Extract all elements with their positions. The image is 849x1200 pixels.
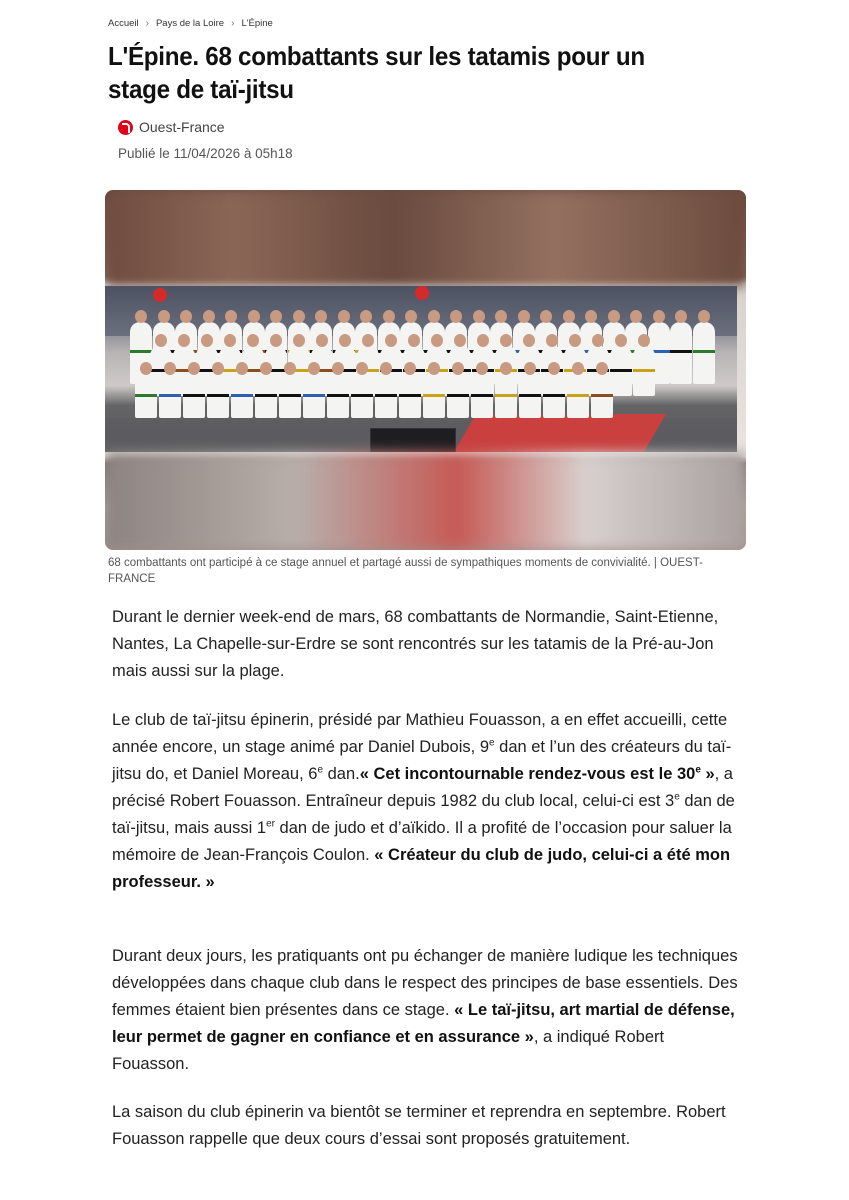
- paragraph-text: La saison du club épinerin va bientôt se terminer et reprendra en septembre. Robert Fouasson rappelle que deux cours d’essai sont proposés gratuitement.: [112, 1103, 726, 1148]
- photo-blurred-top: [105, 190, 746, 286]
- practitioner-head: [428, 362, 440, 375]
- practitioner-belt: [159, 394, 181, 397]
- practitioner-head: [270, 310, 282, 323]
- practitioner-head: [608, 310, 620, 323]
- article-title: L'Épine. 68 combattants sur les tatamis pour un stage de taï-jitsu: [108, 41, 645, 104]
- paragraph-text: Le club de taï-jitsu épinerin, présidé par Mathieu Fouasson, a en effet accueilli, cette année encore, un stage animé par Daniel Dubois, 9: [112, 711, 728, 756]
- practitioner-head: [524, 362, 536, 375]
- practitioner: [423, 374, 445, 418]
- practitioner-belt: [693, 350, 715, 353]
- practitioner-head: [653, 310, 665, 323]
- practitioner-head: [236, 362, 248, 375]
- practitioner-head: [615, 334, 627, 347]
- practitioner-belt: [423, 394, 445, 397]
- practitioner-head: [383, 310, 395, 323]
- chevron-right-icon: ›: [231, 18, 235, 29]
- paragraph-text: dan.: [323, 765, 360, 783]
- practitioner-head: [203, 310, 215, 323]
- practitioner-head: [356, 362, 368, 375]
- practitioner-head: [316, 334, 328, 347]
- practitioner: [610, 346, 632, 396]
- practitioner: [399, 374, 421, 418]
- practitioner-belt: [495, 394, 517, 397]
- practitioner-head: [572, 362, 584, 375]
- practitioner: [633, 346, 655, 396]
- article-source[interactable]: [118, 119, 225, 135]
- practitioner-belt: [327, 394, 349, 397]
- breadcrumb-link-region[interactable]: Pays de la Loire: [155, 18, 225, 29]
- practitioner: [231, 374, 253, 418]
- practitioner-belt: [567, 394, 589, 397]
- practitioner-belt: [519, 394, 541, 397]
- practitioner-belt: [399, 394, 421, 397]
- practitioner-belt: [183, 394, 205, 397]
- practitioner-belt: [633, 369, 655, 372]
- practitioner-head: [585, 310, 597, 323]
- breadcrumb: [108, 18, 273, 29]
- practitioner-head: [212, 362, 224, 375]
- practitioner: [519, 374, 541, 418]
- practitioner-head: [158, 310, 170, 323]
- practitioner-head: [315, 310, 327, 323]
- practitioner-head: [454, 334, 466, 347]
- practitioner: [495, 374, 517, 418]
- practitioner-head: [500, 362, 512, 375]
- practitioner: [543, 374, 565, 418]
- practitioner-head: [563, 310, 575, 323]
- paragraph-text: dan de judo et d’aïkido. Il a profité de l’occasion pour saluer la mémoire de Jean-François Coulon.: [112, 819, 732, 864]
- practitioner-head: [293, 310, 305, 323]
- quote-text: »: [700, 765, 715, 783]
- practitioner-belt: [447, 394, 469, 397]
- photo-blurred-bottom: [105, 452, 746, 550]
- practitioner: [279, 374, 301, 418]
- practitioner-head: [518, 310, 530, 323]
- practitioner-head: [428, 310, 440, 323]
- practitioner-head: [247, 334, 259, 347]
- practitioner-head: [452, 362, 464, 375]
- chevron-right-icon: ›: [145, 18, 149, 29]
- club-banner: [370, 428, 456, 452]
- quote-text: « Cet incontournable rendez-vous est le 30: [359, 765, 696, 783]
- practitioner-head: [638, 334, 650, 347]
- practitioner-head: [404, 362, 416, 375]
- practitioner-head: [164, 362, 176, 375]
- practitioner-head: [293, 334, 305, 347]
- practitioner: [670, 322, 692, 384]
- practitioner-belt: [231, 394, 253, 397]
- practitioner-head: [495, 310, 507, 323]
- group-photo: [105, 286, 737, 452]
- practitioner: [447, 374, 469, 418]
- practitioner-head: [540, 310, 552, 323]
- practitioner: [591, 374, 613, 418]
- practitioner-head: [630, 310, 642, 323]
- paragraph-text: , a indiqué Robert Fouasson.: [112, 1028, 665, 1073]
- practitioner-head: [698, 310, 710, 323]
- practitioner-head: [405, 310, 417, 323]
- practitioner-head: [270, 334, 282, 347]
- practitioner-head: [308, 362, 320, 375]
- practitioner-head: [338, 310, 350, 323]
- practitioner: [159, 374, 181, 418]
- practitioner-head: [178, 334, 190, 347]
- superscript: e: [489, 737, 495, 749]
- practitioner-head: [500, 334, 512, 347]
- practitioner-head: [225, 310, 237, 323]
- practitioner: [567, 374, 589, 418]
- practitioner-head: [385, 334, 397, 347]
- paragraph-4: [112, 1099, 738, 1153]
- practitioner-belt: [471, 394, 493, 397]
- red-lantern-icon: [415, 286, 429, 300]
- practitioner-belt: [130, 350, 152, 353]
- practitioner-head: [180, 310, 192, 323]
- practitioner-head: [523, 334, 535, 347]
- superscript: e: [674, 791, 680, 803]
- practitioner-head: [477, 334, 489, 347]
- practitioner-head: [224, 334, 236, 347]
- practitioner-head: [548, 362, 560, 375]
- paragraph-text: Durant deux jours, les pratiquants ont pu échanger de manière ludique les techniques développées dans chaque club dans le respect des principes de base essentiels. Des femmes étaient bien présentes dans ce stage.: [112, 947, 738, 1019]
- practitioner-belt: [255, 394, 277, 397]
- practitioner-belt: [351, 394, 373, 397]
- practitioner-head: [592, 334, 604, 347]
- practitioner-head: [596, 362, 608, 375]
- superscript: er: [266, 818, 275, 830]
- quote: [360, 765, 715, 783]
- practitioner-belt: [279, 394, 301, 397]
- practitioner-head: [362, 334, 374, 347]
- practitioner-head: [408, 334, 420, 347]
- practitioner-head: [675, 310, 687, 323]
- practitioner-head: [248, 310, 260, 323]
- practitioner: [207, 374, 229, 418]
- paragraph-text: dan et l’un des créateurs du taï-jitsu do, et Daniel Moreau, 6: [112, 738, 732, 783]
- practitioner-belt: [303, 394, 325, 397]
- paragraph-text: dan de taï-jitsu, mais aussi 1: [112, 792, 735, 837]
- paragraph-1: [112, 604, 738, 685]
- practitioner: [693, 322, 715, 384]
- practitioner-head: [431, 334, 443, 347]
- practitioner-head: [188, 362, 200, 375]
- practitioner-belt: [207, 394, 229, 397]
- photo-caption: 68 combattants ont participé à ce stage annuel et partagé aussi de sympathiques moments de convivialité. | OUEST-FRANCE: [108, 557, 703, 585]
- practitioner-head: [201, 334, 213, 347]
- practitioner-head: [360, 310, 372, 323]
- ouest-france-logo-icon: [118, 120, 133, 135]
- practitioner-belt: [135, 394, 157, 397]
- practitioner: [471, 374, 493, 418]
- practitioner: [327, 374, 349, 418]
- practitioner-head: [569, 334, 581, 347]
- practitioner: [351, 374, 373, 418]
- practitioner-head: [135, 310, 147, 323]
- breadcrumb-link-home[interactable]: Accueil: [108, 18, 139, 29]
- publication-date: Publié le 11/04/2026 à 05h18: [118, 146, 293, 161]
- quote: « Créateur du club de judo, celui-ci a été mon professeur. »: [112, 846, 731, 891]
- practitioner-head: [140, 362, 152, 375]
- practitioner-head: [155, 334, 167, 347]
- practitioner-belt: [670, 350, 692, 353]
- practitioner-head: [260, 362, 272, 375]
- practitioner: [303, 374, 325, 418]
- practitioner-head: [284, 362, 296, 375]
- practitioner: [375, 374, 397, 418]
- practitioner-head: [380, 362, 392, 375]
- quote: « Le taï-jitsu, art martial de défense, leur permet de gagner en confiance et en assurance »: [112, 1001, 735, 1046]
- paragraph-2: [112, 707, 738, 896]
- practitioner-head: [450, 310, 462, 323]
- practitioner-head: [546, 334, 558, 347]
- paragraph-text: Durant le dernier week-end de mars, 68 combattants de Normandie, Saint-Etienne, Nantes, La Chapelle-sur-Erdre se sont rencontrés sur les tatamis de la Pré-au-Jon mais aussi sur la plage.: [112, 608, 719, 680]
- practitioner: [135, 374, 157, 418]
- breadcrumb-link-city[interactable]: L'Épine: [241, 18, 273, 29]
- practitioner-head: [332, 362, 344, 375]
- group-of-practitioners: [115, 306, 727, 421]
- article-photo[interactable]: [105, 190, 746, 550]
- practitioner-belt: [610, 369, 632, 372]
- practitioner-head: [473, 310, 485, 323]
- practitioner: [183, 374, 205, 418]
- practitioner-head: [476, 362, 488, 375]
- superscript: e: [695, 764, 701, 776]
- paragraph-text: , a précisé Robert Fouasson. Entraîneur depuis 1982 du club local, celui-ci est 3: [112, 765, 733, 810]
- practitioner: [255, 374, 277, 418]
- practitioner-belt: [375, 394, 397, 397]
- paragraph-3: [112, 943, 738, 1078]
- red-lantern-icon: [153, 288, 167, 302]
- practitioner-head: [339, 334, 351, 347]
- practitioner-belt: [543, 394, 565, 397]
- practitioner-belt: [591, 394, 613, 397]
- source-name: Ouest-France: [139, 119, 225, 135]
- superscript: e: [317, 764, 324, 776]
